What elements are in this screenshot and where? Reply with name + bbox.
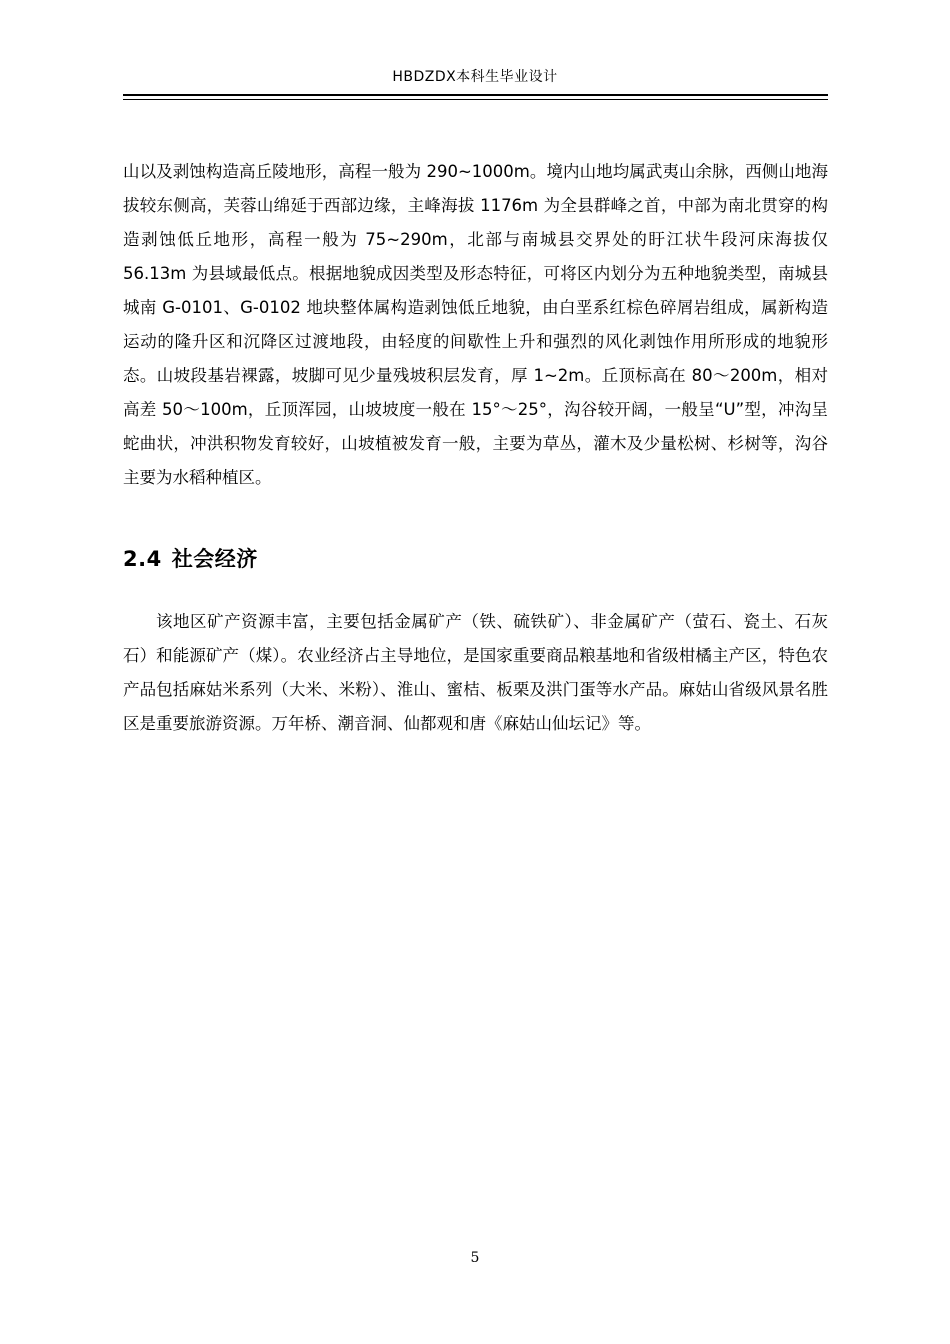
section-title: 社会经济 — [171, 547, 258, 571]
body-paragraph-economy: 该地区矿产资源丰富，主要包括金属矿产（铁、硫铁矿）、非金属矿产（萤石、瓷土、石灰石）和能源矿产（煤）。农业经济占主导地位，是国家重要商品粮基地和省级柑橘主产区，特色农产品包括麻姑米系列（大米、米粉）、淮山、蜜桔、板栗及洪门蛋等水产品。麻姑山省级风景名胜区是重要旅游资源。万年桥、潮音洞、仙都观和唐《麻姑山仙坛记》等。 — [123, 612, 828, 733]
header-rule-thick — [123, 94, 828, 96]
header-rule-thin — [123, 99, 828, 100]
page-header-title: HBDZDX本科生毕业设计 — [392, 69, 558, 85]
section-heading — [123, 543, 258, 573]
section-number: 2.4 — [123, 547, 162, 571]
page-number: 5 — [470, 1250, 480, 1266]
body-paragraph-landform: 山以及剥蚀构造高丘陵地形，高程一般为 290~1000m。境内山地均属武夷山余脉，西侧山地海拔较东侧高，芙蓉山绵延于西部边缘，主峰海拔 1176m 为全县群峰之首，中部为南北贯穿的构造剥蚀低丘地形，高程一般为 75~290m，北部与南城县交界处的盱江状牛段河床海拔仅 56.13m 为县域最低点。根据地貌成因类型及形态特征，可将区内划分为五种地貌类型，南城县城南 G-0101、G-0102 地块整体属构造剥蚀低丘地貌，由白垩系红棕色碎屑岩组成，属新构造运动的隆升区和沉降区过渡地段，由轻度的间歇性上升和强烈的风化剥蚀作用所形成的地貌形态。山坡段基岩裸露，坡脚可见少量残坡积层发育，厚 1~2m。丘顶标高在 80～200m，相对高差 50～100m，丘顶浑园，山坡坡度一般在 15°～25°，沟谷较开阔，一般呈“U”型，冲沟呈蛇曲状，冲洪积物发育较好，山坡植被发育一般，主要为草丛，灌木及少量松树、杉树等，沟谷主要为水稻种植区。 — [123, 162, 828, 487]
